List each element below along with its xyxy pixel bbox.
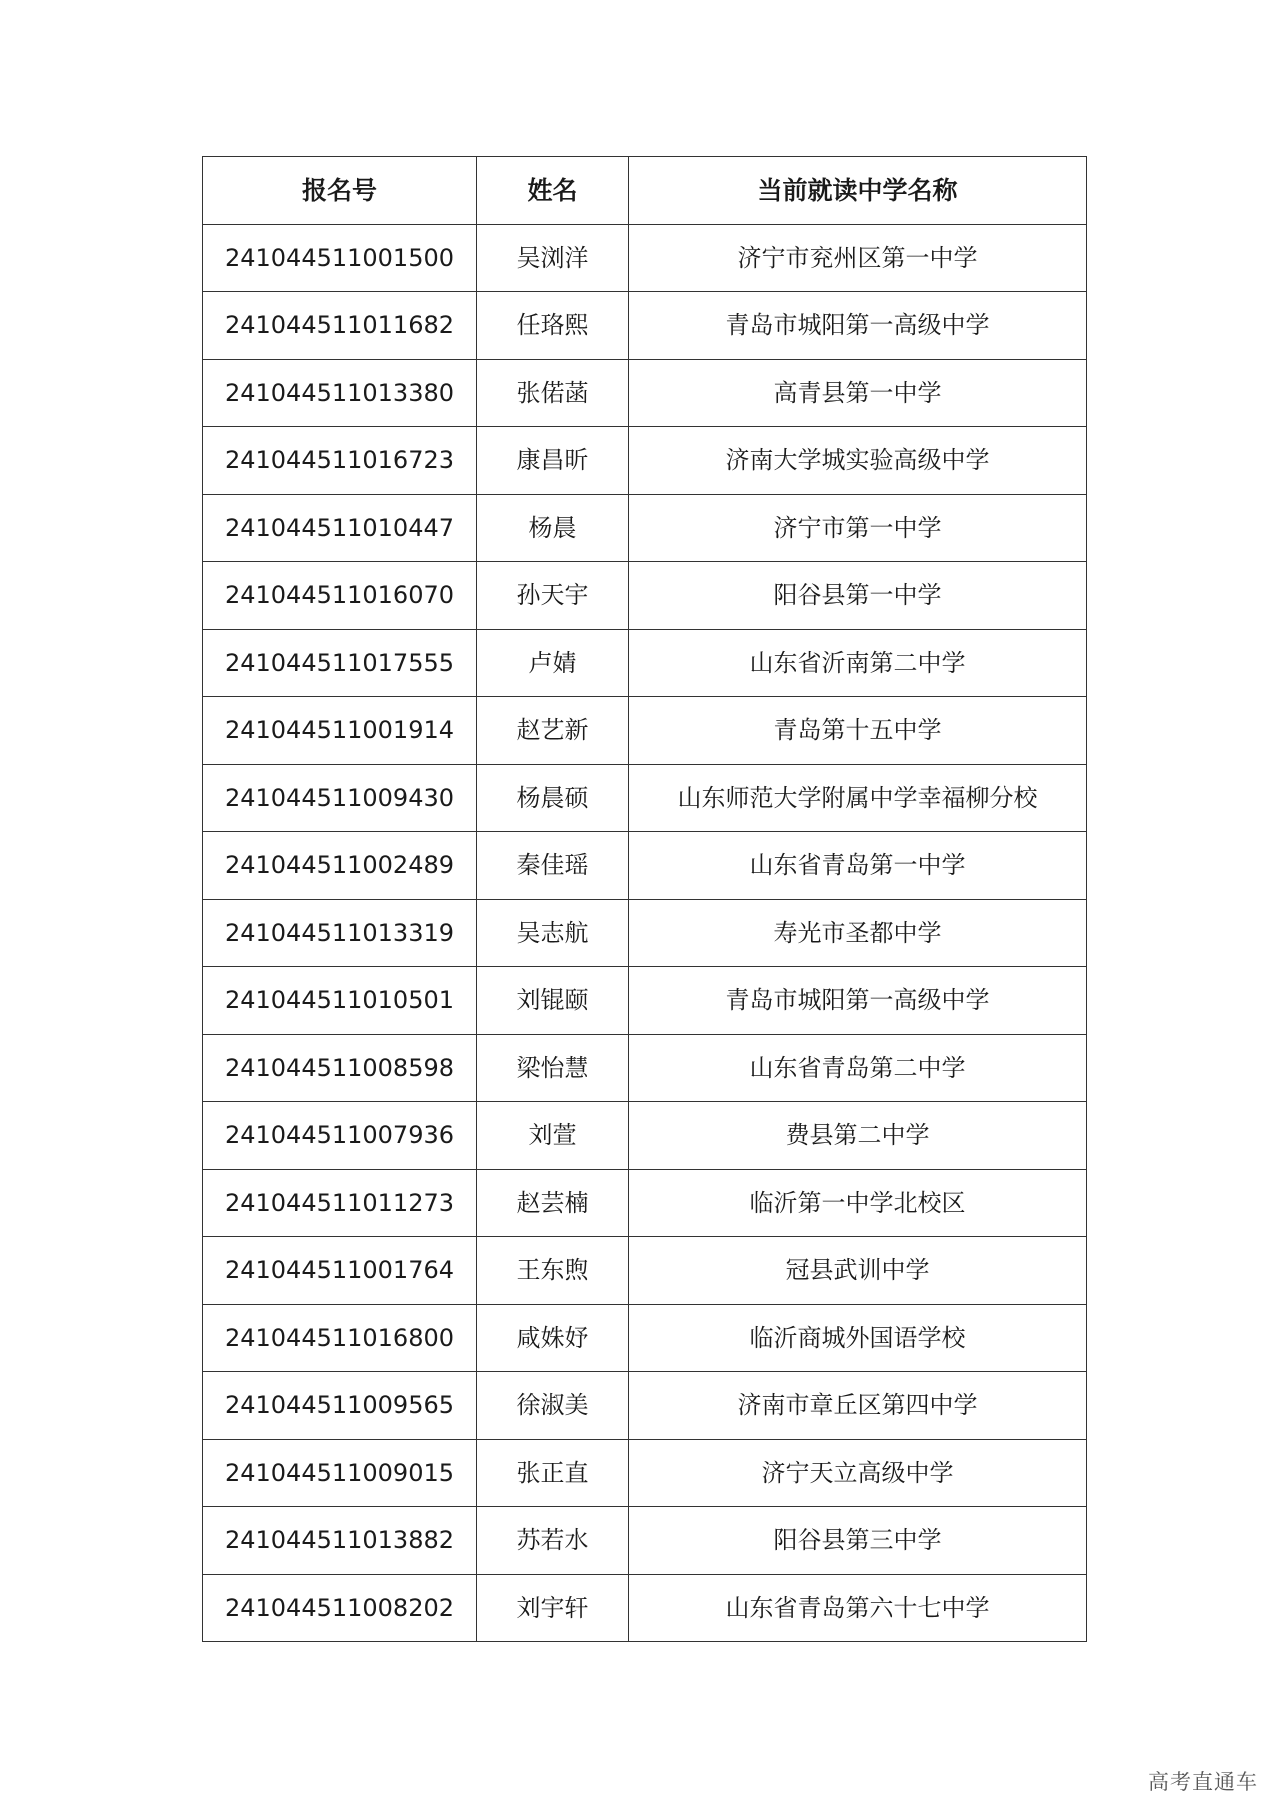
student-name-cell: 杨晨硕 bbox=[477, 764, 629, 832]
school-name-cell: 临沂商城外国语学校 bbox=[629, 1304, 1087, 1372]
table-row bbox=[203, 494, 1087, 562]
registration-number-cell: 241044511013882 bbox=[203, 1507, 477, 1575]
school-name-cell: 青岛市城阳第一高级中学 bbox=[629, 292, 1087, 360]
table-row bbox=[203, 1574, 1087, 1642]
registration-number-cell: 241044511009565 bbox=[203, 1372, 477, 1440]
header-school-name: 当前就读中学名称 bbox=[629, 157, 1087, 225]
student-name-cell: 康昌昕 bbox=[477, 427, 629, 495]
student-name-cell: 孙天宇 bbox=[477, 562, 629, 630]
student-name-cell: 刘锟颐 bbox=[477, 967, 629, 1035]
school-name-cell: 冠县武训中学 bbox=[629, 1237, 1087, 1305]
table-row bbox=[203, 1034, 1087, 1102]
admission-roster-table bbox=[202, 156, 1087, 1642]
registration-number-cell: 241044511016070 bbox=[203, 562, 477, 630]
registration-number-cell: 241044511001764 bbox=[203, 1237, 477, 1305]
student-name-cell: 杨晨 bbox=[477, 494, 629, 562]
header-row bbox=[203, 157, 1087, 225]
registration-number-cell: 241044511013380 bbox=[203, 359, 477, 427]
table-row bbox=[203, 1169, 1087, 1237]
registration-number-cell: 241044511011682 bbox=[203, 292, 477, 360]
school-name-cell: 山东师范大学附属中学幸福柳分校 bbox=[629, 764, 1087, 832]
student-name-cell: 刘萱 bbox=[477, 1102, 629, 1170]
school-name-cell: 济宁天立高级中学 bbox=[629, 1439, 1087, 1507]
school-name-cell: 高青县第一中学 bbox=[629, 359, 1087, 427]
table-row bbox=[203, 562, 1087, 630]
school-name-cell: 青岛第十五中学 bbox=[629, 697, 1087, 765]
table-row bbox=[203, 764, 1087, 832]
school-name-cell: 临沂第一中学北校区 bbox=[629, 1169, 1087, 1237]
student-name-cell: 吴志航 bbox=[477, 899, 629, 967]
school-name-cell: 山东省青岛第六十七中学 bbox=[629, 1574, 1087, 1642]
table-row bbox=[203, 359, 1087, 427]
school-name-cell: 青岛市城阳第一高级中学 bbox=[629, 967, 1087, 1035]
student-name-cell: 梁怡慧 bbox=[477, 1034, 629, 1102]
student-name-cell: 赵艺新 bbox=[477, 697, 629, 765]
registration-number-cell: 241044511007936 bbox=[203, 1102, 477, 1170]
registration-number-cell: 241044511002489 bbox=[203, 832, 477, 900]
table-row bbox=[203, 1439, 1087, 1507]
school-name-cell: 济南市章丘区第四中学 bbox=[629, 1372, 1087, 1440]
school-name-cell: 济宁市第一中学 bbox=[629, 494, 1087, 562]
student-name-cell: 刘宇轩 bbox=[477, 1574, 629, 1642]
registration-number-cell: 241044511016723 bbox=[203, 427, 477, 495]
table-row bbox=[203, 1304, 1087, 1372]
student-name-cell: 徐淑美 bbox=[477, 1372, 629, 1440]
school-name-cell: 费县第二中学 bbox=[629, 1102, 1087, 1170]
school-name-cell: 阳谷县第一中学 bbox=[629, 562, 1087, 630]
registration-number-cell: 241044511008598 bbox=[203, 1034, 477, 1102]
table-row bbox=[203, 1102, 1087, 1170]
student-name-cell: 咸姝妤 bbox=[477, 1304, 629, 1372]
registration-number-cell: 241044511009430 bbox=[203, 764, 477, 832]
school-name-cell: 山东省青岛第二中学 bbox=[629, 1034, 1087, 1102]
table-row bbox=[203, 224, 1087, 292]
header-registration-number: 报名号 bbox=[203, 157, 477, 225]
table-row bbox=[203, 899, 1087, 967]
student-name-cell: 张正直 bbox=[477, 1439, 629, 1507]
student-name-cell: 吴浏洋 bbox=[477, 224, 629, 292]
table-row bbox=[203, 1237, 1087, 1305]
header-name: 姓名 bbox=[477, 157, 629, 225]
student-name-cell: 王东煦 bbox=[477, 1237, 629, 1305]
student-name-cell: 张偌菡 bbox=[477, 359, 629, 427]
student-name-cell: 苏若水 bbox=[477, 1507, 629, 1575]
table-row bbox=[203, 832, 1087, 900]
school-name-cell: 山东省青岛第一中学 bbox=[629, 832, 1087, 900]
registration-number-cell: 241044511009015 bbox=[203, 1439, 477, 1507]
registration-number-cell: 241044511008202 bbox=[203, 1574, 477, 1642]
registration-number-cell: 241044511010447 bbox=[203, 494, 477, 562]
table-row bbox=[203, 292, 1087, 360]
registration-number-cell: 241044511016800 bbox=[203, 1304, 477, 1372]
table-row bbox=[203, 697, 1087, 765]
registration-number-cell: 241044511001500 bbox=[203, 224, 477, 292]
table-body bbox=[203, 224, 1087, 1642]
table-row bbox=[203, 967, 1087, 1035]
registration-number-cell: 241044511017555 bbox=[203, 629, 477, 697]
table-header bbox=[203, 157, 1087, 225]
registration-number-cell: 241044511013319 bbox=[203, 899, 477, 967]
watermark-label: 高考直通车 bbox=[1148, 1770, 1258, 1794]
table-row bbox=[203, 1507, 1087, 1575]
student-name-cell: 任珞熙 bbox=[477, 292, 629, 360]
registration-number-cell: 241044511010501 bbox=[203, 967, 477, 1035]
school-name-cell: 济宁市兖州区第一中学 bbox=[629, 224, 1087, 292]
table-row bbox=[203, 629, 1087, 697]
student-name-cell: 秦佳瑶 bbox=[477, 832, 629, 900]
school-name-cell: 寿光市圣都中学 bbox=[629, 899, 1087, 967]
registration-number-cell: 241044511001914 bbox=[203, 697, 477, 765]
table-row bbox=[203, 427, 1087, 495]
student-name-cell: 卢婧 bbox=[477, 629, 629, 697]
table-row bbox=[203, 1372, 1087, 1440]
school-name-cell: 阳谷县第三中学 bbox=[629, 1507, 1087, 1575]
registration-number-cell: 241044511011273 bbox=[203, 1169, 477, 1237]
school-name-cell: 山东省沂南第二中学 bbox=[629, 629, 1087, 697]
school-name-cell: 济南大学城实验高级中学 bbox=[629, 427, 1087, 495]
student-name-cell: 赵芸楠 bbox=[477, 1169, 629, 1237]
